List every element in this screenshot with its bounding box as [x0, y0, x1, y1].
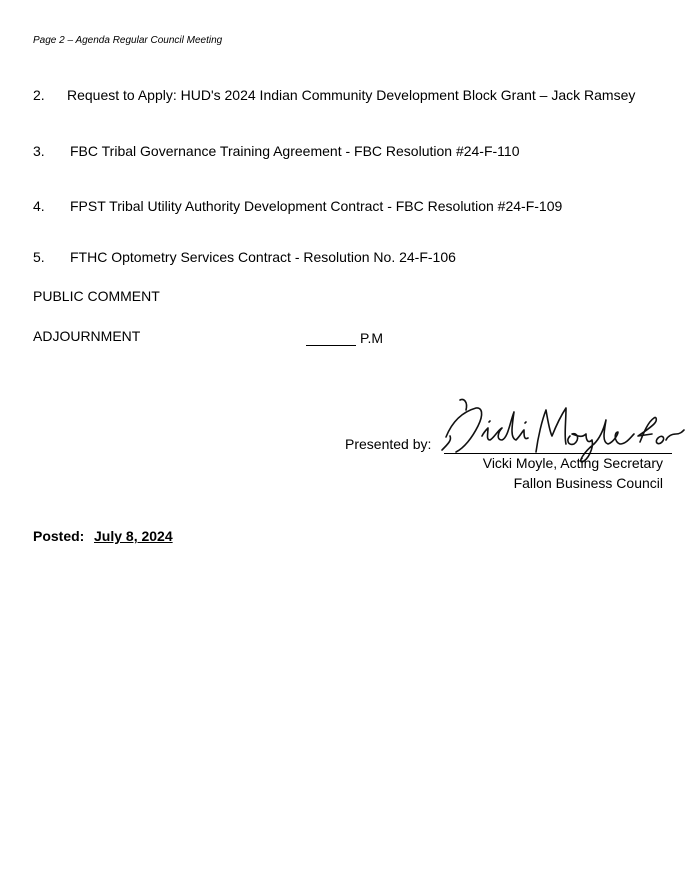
signer-name: Vicki Moyle, Acting Secretary: [482, 455, 663, 471]
agenda-item-3: [33, 143, 660, 160]
agenda-item-text: FBC Tribal Governance Training Agreement - FBC Resolution #24-F-110: [70, 143, 520, 159]
agenda-item-4: [33, 198, 660, 215]
signer-organization: Fallon Business Council: [513, 475, 663, 491]
posted-label: Posted:: [33, 528, 85, 544]
agenda-item-2: [33, 87, 637, 104]
adjournment-time-suffix: P.M: [360, 330, 384, 346]
presented-by-label: Presented by:: [345, 436, 432, 452]
agenda-item-number: 4.: [33, 198, 45, 214]
adjournment-time-blank: [306, 345, 356, 346]
agenda-item-text: Request to Apply: HUD's 2024 Indian Community Development Block Grant – Jack Ramsey: [67, 87, 636, 103]
posted-date: July 8, 2024: [94, 528, 173, 544]
agenda-item-number: 2.: [33, 87, 45, 103]
agenda-item-text: FPST Tribal Utility Authority Development Contract - FBC Resolution #24-F-109: [70, 198, 563, 214]
agenda-item-5: [33, 249, 660, 266]
public-comment-heading: PUBLIC COMMENT: [33, 288, 160, 304]
agenda-item-number: 3.: [33, 143, 45, 159]
page-header: Page 2 – Agenda Regular Council Meeting: [33, 35, 223, 46]
adjournment-heading: ADJOURNMENT: [33, 328, 141, 344]
agenda-item-number: 5.: [33, 249, 45, 265]
signature-line: [444, 453, 672, 454]
agenda-item-text: FTHC Optometry Services Contract - Resolution No. 24-F-106: [70, 249, 456, 265]
